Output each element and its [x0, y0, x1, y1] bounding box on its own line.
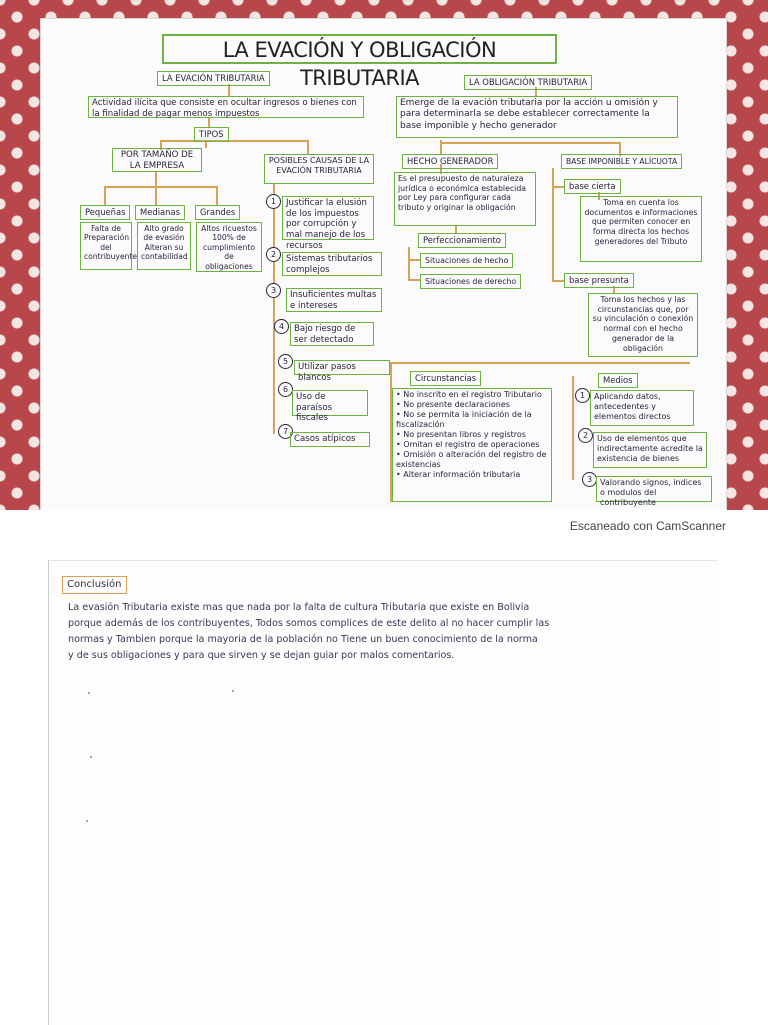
base-presunta-label: base presunta	[564, 273, 634, 288]
paper-speck	[232, 690, 234, 692]
connector	[160, 140, 308, 142]
conclusion-line: La evasión Tributaria existe mas que nada por la falta de cultura Tributaria que existe en Bolivia	[68, 602, 530, 613]
causa-number-4: 4	[274, 319, 289, 334]
circunstancia-item: • Alterar información tributaria	[396, 470, 548, 480]
hecho-generador-header: HECHO GENERADOR	[402, 154, 498, 169]
paper-speck	[88, 692, 90, 694]
base-imponible-header: BASE IMPONIBLE Y ALÍCUOTA	[561, 154, 682, 169]
medio-number-3: 3	[582, 472, 597, 487]
situaciones-de-hecho: Situaciones de hecho	[420, 253, 513, 268]
connector	[307, 140, 309, 154]
size-desc-grandes: Altos ricuestos 100% de cumplimiento de obligaciones	[196, 222, 262, 272]
connector	[408, 259, 420, 261]
evasion-definition: Actividad ilícita que consiste en ocultar ingresos o bienes con la finalidad de pagar menos impuestos	[88, 96, 364, 118]
circunstancias-header: Circunstancias	[410, 371, 481, 386]
tipos-label: TIPOS	[194, 127, 229, 142]
connector	[104, 186, 106, 205]
size-desc-medianas: Alto grado de evasión Alteran su contabilidad	[137, 222, 191, 270]
circunstancia-item: • No se permita la iniciación de la fiscalización	[396, 410, 548, 430]
size-label-pequenas: Pequeñas	[80, 205, 130, 220]
connector	[408, 247, 410, 279]
circunstancias-list	[392, 388, 552, 502]
obligacion-definition: Emerge de la evación tributaria por la acción u omisión y para determinarla se debe establecer correctamente la base imponible y hecho generador	[396, 96, 678, 138]
connector	[440, 142, 620, 144]
circunstancia-item: • No presente declaraciones	[396, 400, 548, 410]
conclusion-line: y de sus obligaciones y para que sirven y se dejan guiar por malos comentarios.	[68, 650, 455, 661]
causa-number-3: 3	[266, 283, 281, 298]
medio-number-2: 2	[578, 428, 593, 443]
sheet-edge	[718, 560, 768, 1024]
connector	[390, 362, 690, 364]
connector	[273, 184, 275, 434]
circunstancia-item: • No presentan libros y registros	[396, 430, 548, 440]
paper-speck	[86, 820, 88, 822]
circunstancia-item: • Omitan el registro de operaciones	[396, 440, 548, 450]
causa-number-5: 5	[278, 354, 293, 369]
medio-number-1: 1	[575, 388, 590, 403]
base-cierta-text: Toma en cuenta los documentos e informaciones que permiten conocer en forma directa los hechos generadores del Tributo	[580, 196, 702, 262]
obligacion-header: LA OBLIGACIÓN TRIBUTARIA	[464, 75, 592, 90]
medio-3: Valorando signos, indices o modulos del contribuyente	[596, 476, 712, 502]
connector	[552, 186, 564, 188]
conclusion-text	[68, 600, 608, 664]
causa-number-7: 7	[278, 424, 293, 439]
connector	[552, 280, 564, 282]
connector	[552, 168, 554, 280]
causa-6: Uso de paraísos fiscales	[292, 390, 368, 416]
perfeccionamiento-label: Perfeccionamiento	[418, 233, 506, 248]
connector	[572, 376, 574, 480]
causa-number-2: 2	[266, 247, 281, 262]
causas-header: POSIBLES CAUSAS DE LA EVACIÓN TRIBUTARIA	[264, 154, 374, 184]
causa-7: Casos atípicos	[290, 432, 370, 447]
connector	[216, 186, 218, 205]
conclusion-label: Conclusión	[62, 576, 127, 594]
scanner-watermark: Escaneado con CamScanner	[569, 519, 726, 533]
medio-2: Uso de elementos que indirectamente acredite la existencia de bienes	[593, 432, 707, 468]
page-title: LA EVACIÓN Y OBLIGACIÓN TRIBUTARIA	[162, 34, 557, 64]
size-desc-pequenas: Falta de Preparación del contribuyente	[80, 222, 132, 270]
conclusion-line: porque además de los contribuyentes, Todos somos complices de este delito al no hacer cumplir las	[68, 618, 550, 629]
evasion-header: LA EVACIÓN TRIBUTARIA	[157, 71, 270, 86]
causa-1: Justificar la elusión de los impuestos por corrupción y mal manejo de los recursos	[282, 196, 374, 240]
conclusion-line: normas y Tambien porque la mayoria de la población no Tiene un buen conocimiento de la norma	[68, 634, 538, 645]
connector	[104, 186, 216, 188]
medios-header: Medios	[598, 373, 638, 388]
size-label-grandes: Grandes	[195, 205, 240, 220]
causa-4: Bajo riesgo de ser detectado	[290, 322, 374, 346]
paper-speck	[90, 756, 92, 758]
causa-number-1: 1	[266, 194, 281, 209]
hecho-generador-text: Es el presupuesto de naturaleza jurídica o económica establecida por Ley para configurar cada tributo y originar la obligación	[394, 172, 536, 226]
por-tamano-label: POR TAMAÑO DE LA EMPRESA	[112, 148, 202, 172]
circunstancia-item: • No inscrito en el registro Tributario	[396, 390, 548, 400]
connector	[155, 186, 157, 205]
situaciones-de-derecho: Situaciones de derecho	[420, 274, 521, 289]
causa-5: Utilizar pasos blancos	[294, 360, 390, 375]
base-presunta-text: Toma los hechos y las circunstancias que, por su vinculación o conexión normal con el hecho generador de la obligación	[588, 293, 698, 357]
circunstancia-item: • Omisión o alteración del registro de existencias	[396, 450, 548, 470]
causa-3: Insuficientes multas e intereses	[286, 288, 382, 312]
base-cierta-label: base cierta	[564, 179, 621, 194]
connector	[155, 172, 157, 186]
causa-number-6: 6	[278, 382, 293, 397]
connector	[408, 279, 420, 281]
causa-2: Sistemas tributarios complejos	[282, 252, 382, 276]
medio-1: Aplicando datos, antecedentes y elementos directos	[590, 390, 694, 426]
size-label-medianas: Medianas	[135, 205, 185, 220]
